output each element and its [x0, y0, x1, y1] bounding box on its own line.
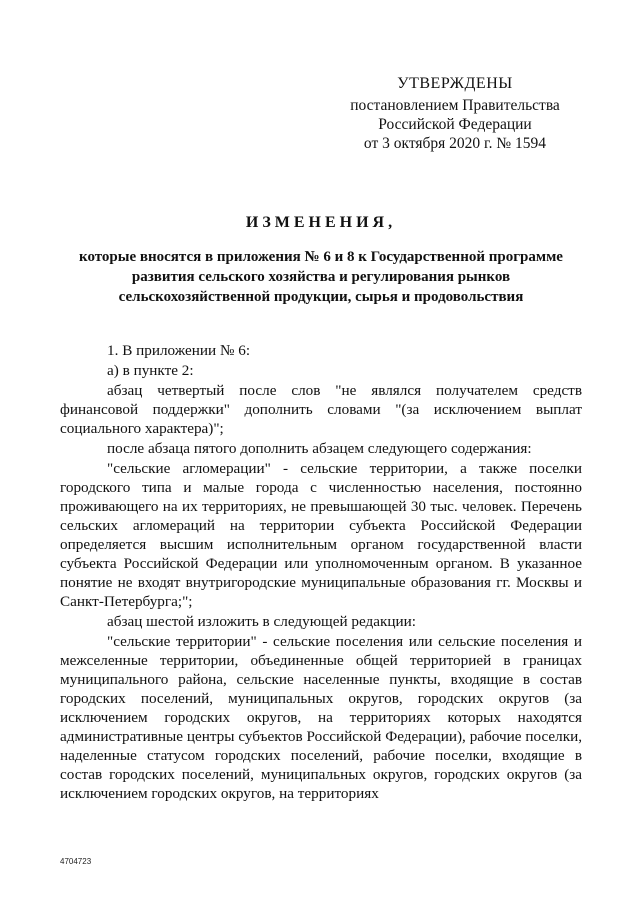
document-title: ИЗМЕНЕНИЯ, — [245, 214, 397, 231]
approval-line: постановлением Правительства — [350, 97, 560, 114]
paragraph: 1. В приложении № 6: — [107, 342, 251, 359]
document-body — [60, 341, 582, 804]
paragraph: после абзаца пятого дополнить абзацем следующего содержания: — [107, 440, 532, 457]
approval-date-number: от 3 октября 2020 г. № 1594 — [363, 135, 547, 152]
approval-title: УТВЕРЖДЕНЫ — [397, 75, 513, 92]
approval-block — [330, 74, 580, 153]
approval-line: Российской Федерации — [378, 116, 532, 133]
paragraph: абзац шестой изложить в следующей редакции: — [107, 613, 416, 630]
paragraph: абзац четвертый после слов "не являлся получателем средств финансовой поддержки" дополнить словами "(за исключением выплат социального характера)"; — [60, 382, 582, 437]
document-number: 4704723 — [60, 857, 92, 866]
document-subtitle: которые вносятся в приложения № 6 и 8 к Государственной программе развития сельского хозяйства и регулирования рынков сельскохозяйственной продукции, сырья и продовольствия — [79, 249, 563, 305]
paragraph: "сельские агломерации" - сельские территории, а также поселки городского типа и малые города с численностью населения, постоянно проживающего на их территориях, не превышающей 30 тыс. человек. Перечень сельских агломераций на территории субъекта Российской Федерации определяется высшим исполнительным органом государственной власти субъекта Российской Федерации или уполномоченным органом. В указанное понятие не входят внутригородские муниципальные образования гг. Москвы и Санкт-Петербурга;"; — [60, 460, 582, 610]
paragraph: а) в пункте 2: — [107, 362, 194, 379]
paragraph: "сельские территории" - сельские поселения или сельские поселения и межселенные территории, объединенные общей территорией в границах муниципального района, сельские населенные пункты, входящие в состав городских поселений, муниципальных округов, городских округов (за исключением городских округов, на территориях которых находятся административные центры субъектов Российской Федерации), рабочие поселки, наделенные статусом городских поселений, рабочие поселки, входящие в состав городских поселений, муниципальных округов, городских округов (за исключением городских округов, на территориях — [60, 633, 582, 802]
